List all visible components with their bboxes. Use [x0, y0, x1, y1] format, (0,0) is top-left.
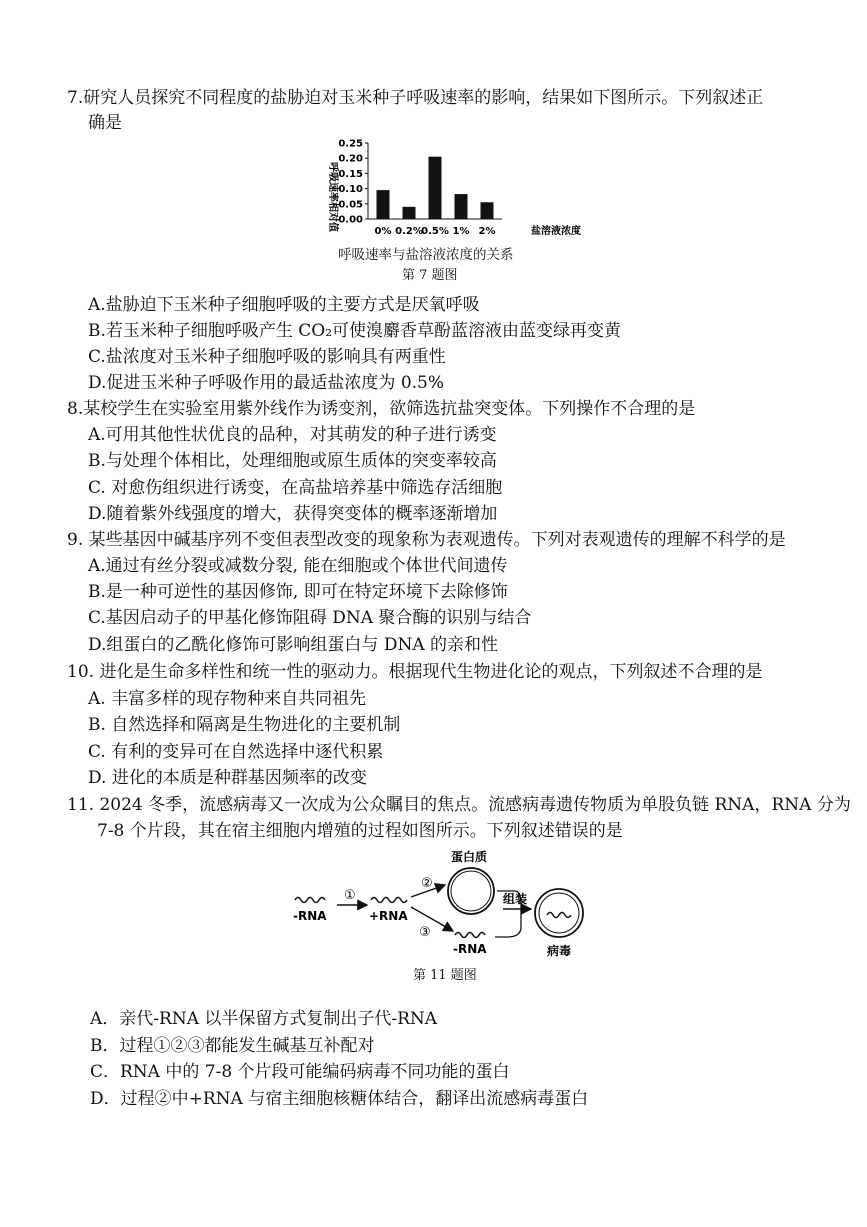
x-tick-label: 1%	[452, 226, 470, 237]
bar-1%	[455, 194, 468, 219]
bar-0%	[377, 190, 390, 219]
q9-option-b: B.是一种可逆性的基因修饰, 即可在特定环境下去除修饰	[88, 582, 508, 602]
assemble-label: 组装	[503, 892, 528, 906]
q10-option-d: D. 进化的本质是种群基因频率的改变	[88, 768, 367, 788]
step3-marker: ③	[419, 925, 431, 940]
neg-rna2-label: -RNA	[453, 942, 487, 956]
pos-rna-wave	[371, 898, 407, 903]
q7-bar-chart	[310, 135, 581, 255]
chart-xlabel: 盐溶液浓度	[531, 226, 581, 237]
neg-rna2-wave	[455, 933, 485, 938]
virus-circle	[535, 889, 583, 937]
neg-rna-wave	[295, 898, 325, 903]
q9-option-c: C.基因启动子的甲基化修饰阻碍 DNA 聚合酶的识别与结合	[88, 608, 532, 628]
q10-option-b: B. 自然选择和隔离是生物进化的主要机制	[88, 715, 401, 735]
q7-option-c: C.盐浓度对玉米种子细胞呼吸的影响具有两重性	[88, 347, 446, 367]
q7-option-a: A.盐胁迫下玉米种子细胞呼吸的主要方式是厌氧呼吸	[88, 295, 480, 315]
y-tick-label: 0.15	[338, 168, 363, 180]
x-tick-label: 0%	[374, 226, 392, 237]
q9-option-a: A.通过有丝分裂或减数分裂, 能在细胞或个体世代间遗传	[88, 556, 508, 576]
q10-option-a: A. 丰富多样的现存物种来自共同祖先	[88, 689, 367, 709]
step1-marker: ①	[344, 888, 356, 903]
y-tick-label: 0.10	[338, 184, 363, 196]
q9-stem: 9. 某些基因中碱基序列不变但表型改变的现象称为表观遗传。下列对表观遗传的理解不科学的是	[67, 530, 786, 550]
q7-option-b: B.若玉米种子细胞呼吸产生 CO₂可使溴麝香草酚蓝溶液由蓝变绿再变黄	[88, 321, 622, 341]
q10-option-c: C. 有利的变异可在自然选择中逐代积累	[88, 742, 384, 762]
q7-stem-line1: 7.研究人员探究不同程度的盐胁迫对玉米种子呼吸速率的影响，结果如下图所示。下列叙述正	[67, 88, 764, 108]
q11-option-d: D．过程②中+RNA 与宿主细胞核糖体结合，翻译出流感病毒蛋白	[90, 1089, 589, 1109]
arrow-step3	[411, 907, 453, 931]
q11-figure-label: 第 11 题图	[413, 968, 477, 983]
q8-option-a: A.可用其他性状优良的品种，对其萌发的种子进行诱变	[88, 425, 497, 445]
q7-stem-line2: 确是	[88, 113, 122, 133]
q7-figure-caption: 呼吸速率与盐溶液浓度的关系	[338, 247, 514, 263]
bar-2%	[481, 202, 494, 219]
y-tick-label: 0.25	[338, 138, 363, 150]
step2-marker: ②	[421, 876, 433, 891]
chart-ylabel: 呼吸速率相对值	[327, 162, 338, 232]
bar-0.5%	[429, 157, 442, 219]
q7-option-d: D.促进玉米种子呼吸作用的最适盐浓度为 0.5%	[88, 373, 445, 393]
x-tick-label: 2%	[478, 226, 496, 237]
virus-label: 病毒	[547, 944, 572, 958]
q11-option-a: A．亲代-RNA 以半保留方式复制出子代-RNA	[90, 1009, 438, 1029]
y-tick-label: 0.20	[338, 153, 363, 165]
q11-stem-line2: 7-8 个片段，其在宿主细胞内增殖的过程如图所示。下列叙述错误的是	[97, 821, 623, 841]
protein-label: 蛋白质	[451, 850, 488, 864]
q11-diagram	[285, 845, 595, 963]
q8-option-b: B.与处理个体相比，处理细胞或原生质体的突变率较高	[88, 451, 497, 471]
q8-stem: 8.某校学生在实验室用紫外线作为诱变剂，欲筛选抗盐突变体。下列操作不合理的是	[67, 399, 696, 419]
pos-rna-label: +RNA	[369, 909, 408, 923]
q9-option-d: D.组蛋白的乙酰化修饰可影响组蛋白与 DNA 的亲和性	[88, 635, 499, 655]
q11-option-b: B．过程①②③都能发生碱基互补配对	[90, 1036, 375, 1056]
y-tick-label: 0.00	[338, 214, 363, 226]
neg-rna-label: -RNA	[293, 909, 327, 923]
q10-stem: 10. 进化是生命多样性和统一性的驱动力。根据现代生物进化论的观点，下列叙述不合理的是	[67, 662, 763, 682]
q11-option-c: C．RNA 中的 7-8 个片段可能编码病毒不同功能的蛋白	[90, 1062, 510, 1082]
protein-circle	[448, 868, 494, 914]
x-tick-label: 0.2%	[395, 226, 423, 237]
q8-option-d: D.随着紫外线强度的增大，获得突变体的概率逐渐增加	[88, 504, 498, 524]
q8-option-c: C. 对愈伤组织进行诱变，在高盐培养基中筛选存活细胞	[88, 478, 503, 498]
bar-0.2%	[403, 207, 416, 219]
q11-stem-line1: 11. 2024 冬季，流感病毒又一次成为公众瞩目的焦点。流感病毒遗传物质为单股负链 RNA，RNA 分为	[67, 795, 851, 815]
q7-figure-label: 第 7 题图	[402, 268, 458, 283]
y-tick-label: 0.05	[338, 199, 363, 211]
x-tick-label: 0.5%	[421, 226, 449, 237]
